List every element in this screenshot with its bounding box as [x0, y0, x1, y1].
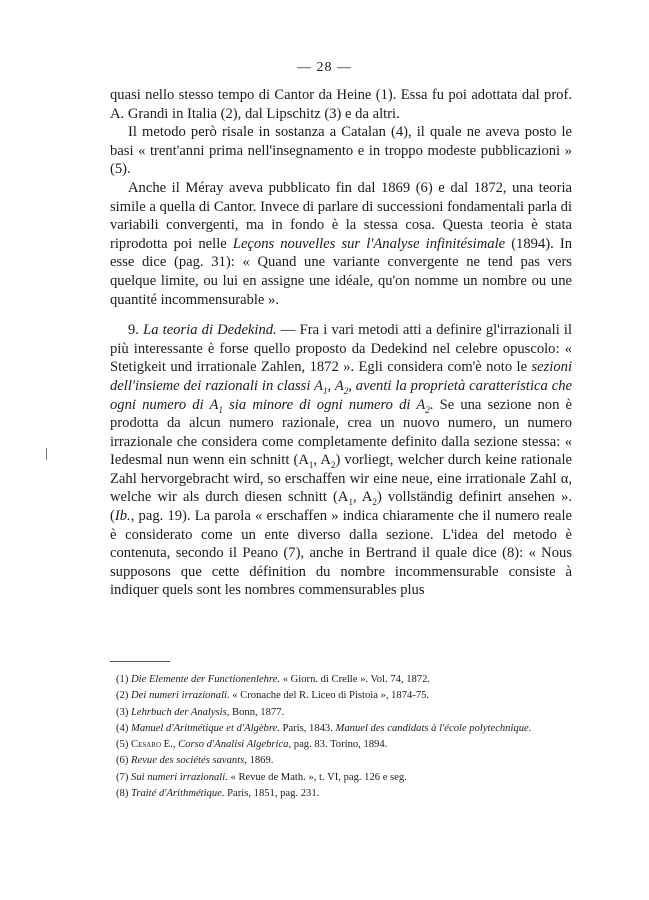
text-run: Manuel d'Aritmétique et d'Algèbre. — [131, 722, 280, 734]
text-run: 1 — [308, 460, 314, 471]
footnote — [110, 770, 572, 786]
text-run: 1869. — [246, 755, 274, 767]
margin-mark — [46, 448, 47, 460]
text-run: Traité d'Arithmétique. — [131, 788, 225, 800]
paragraph — [110, 123, 572, 179]
text-run: . Se una sezione non è prodotta da alcun numero razionale, crea un nuovo numero, un numero irrazionale che considera come completamente definito dalla sezione stessa: « Iedesmal nun wenn ein schnitt (A — [110, 396, 573, 469]
text-run: Bonn, 1877. — [229, 706, 285, 718]
footnote — [110, 688, 572, 704]
text-run: Leçons nouvelles sur l'Analyse infinitésimale — [232, 235, 506, 252]
text-run: « Revue de Math. », t. VI, pag. 126 e seg. — [227, 771, 407, 783]
text-run: 2 — [343, 385, 349, 396]
text-run: , A — [352, 489, 373, 506]
text-run: (8) — [116, 788, 132, 800]
text-run: , pag. 83. Torino, 1894. — [288, 739, 388, 751]
text-run: Anche il Méray aveva pubblicato fin dal 1869 (6) e dal 1872, una teoria simile a quella di Cantor. Invece di parlare di successioni fondamentali parla di variabili convergenti, ma in fondo è la stessa cosa. Questa teoria è stata riprodotta poi nelle — [110, 179, 572, 252]
text-run: Paris, 1843. — [279, 722, 336, 734]
text-run: 9. — [128, 322, 144, 339]
text-run: , A — [313, 452, 331, 469]
text-run: (1894). In esse dice (pag. 31): « Quand une variante convergente ne tend pas vers quelque limite, ou lui en assigne une idéale, qu'on nomme un nombre ou une quantité incommensurable ». — [110, 235, 572, 308]
text-run: Il metodo però risale in sostanza a Catalan (4), il quale ne aveva posto le basi « trent'anni prima nell'insegnamento e in troppo modeste pubblicazioni » (5). — [110, 124, 572, 178]
paragraph — [110, 86, 572, 123]
body-text — [110, 86, 572, 600]
text-run: , pag. 19). La parola « erschaffen » indica chiaramente che il numero reale è considerato come un ente diverso dalla sezione. L'idea del metodo è contenuta, secondo il Peano (7), anche in Bertrand il quale dice (8): « Nous supposons que cette définition du nombre incommensurable consiste à indiquer quels sont les nombres commensurables plus — [110, 508, 572, 599]
text-run: sezioni dell'insieme dei razionali in classi A — [110, 359, 572, 394]
footnote — [110, 753, 572, 769]
text-run: 2 — [330, 460, 336, 471]
text-run: Revue des sociétés savants, — [131, 755, 247, 767]
text-run: (5) — [116, 739, 132, 751]
text-run: A — [334, 377, 344, 394]
text-run: (4) — [116, 722, 132, 734]
text-run: — Fra i vari metodi atti a definire gl'irrazionali il più interessante è forse quello proposto da Dedekind nel celebre opuscolo: « Stetigkeit und irrationale Zahlen, 1872 ». Egli considera com'è noto le — [110, 322, 573, 376]
text-run: Sui numeri irrazionali. — [131, 771, 228, 783]
footnote — [110, 786, 572, 802]
text-run: ) vollständig definirt ansehen ». ( — [110, 489, 573, 525]
paragraph — [110, 179, 572, 309]
text-run: (7) — [116, 771, 132, 783]
text-run: (1) — [116, 674, 132, 685]
text-run: (6) — [116, 755, 132, 767]
text-run: sia minore di ogni numero di A — [222, 396, 426, 413]
text-run: 1 — [218, 404, 223, 415]
text-run: La teoria di Dedekind. — [143, 322, 277, 339]
text-run: Dei numeri irrazionali. — [131, 690, 230, 702]
text-run: « Cronache del R. Liceo di Pistoia », 1874-75. — [229, 690, 430, 702]
text-run: 2 — [372, 497, 377, 508]
page-number: — 28 — — [297, 60, 352, 75]
text-run: , — [327, 377, 335, 394]
text-run: ) vorliegt, welcher durch keine rationale Zahl hervorgebracht wird, so erschaffen wir eine neue, eine irrationale Zahl α, welche wir als durch diesen schnitt (A — [110, 452, 573, 506]
text-run: (2) — [116, 690, 132, 702]
footnote — [110, 737, 572, 753]
text-run: Lehrbuch der Analysis, — [131, 706, 230, 718]
text-run: 1 — [323, 385, 328, 396]
text-run: , — [172, 739, 179, 751]
footnotes — [110, 672, 572, 802]
text-run: Die Elemente der Functionenlehre. — [131, 674, 281, 685]
text-run: (3) — [116, 706, 132, 718]
section-dedekind-paragraph — [110, 321, 572, 600]
text-run: « Giorn. di Crelle ». Vol. 74, 1872. — [280, 674, 431, 685]
footnote — [110, 705, 572, 721]
text-run: Ib. — [114, 508, 131, 525]
text-run: Manuel des candidats à l'école polytechnique. — [335, 722, 532, 734]
text-run: Cesaro E. — [131, 739, 173, 751]
footnote — [110, 721, 572, 737]
text-run: quasi nello stesso tempo di Cantor da Heine (1). Essa fu poi adottata dal prof. A. Grandi in Italia (2), dal Lipschitz (3) e da altri. — [110, 87, 572, 122]
footnote — [110, 672, 572, 688]
footnote-separator — [110, 661, 170, 662]
text-run: 1 — [348, 497, 353, 508]
text-run: , aventi la proprietà caratteristica che ogni numero di A — [110, 377, 572, 413]
text-run: Paris, 1851, pag. 231. — [224, 788, 320, 800]
text-run: 2 — [425, 404, 430, 415]
text-run: Corso d'Analisi Algebrica — [178, 739, 289, 751]
